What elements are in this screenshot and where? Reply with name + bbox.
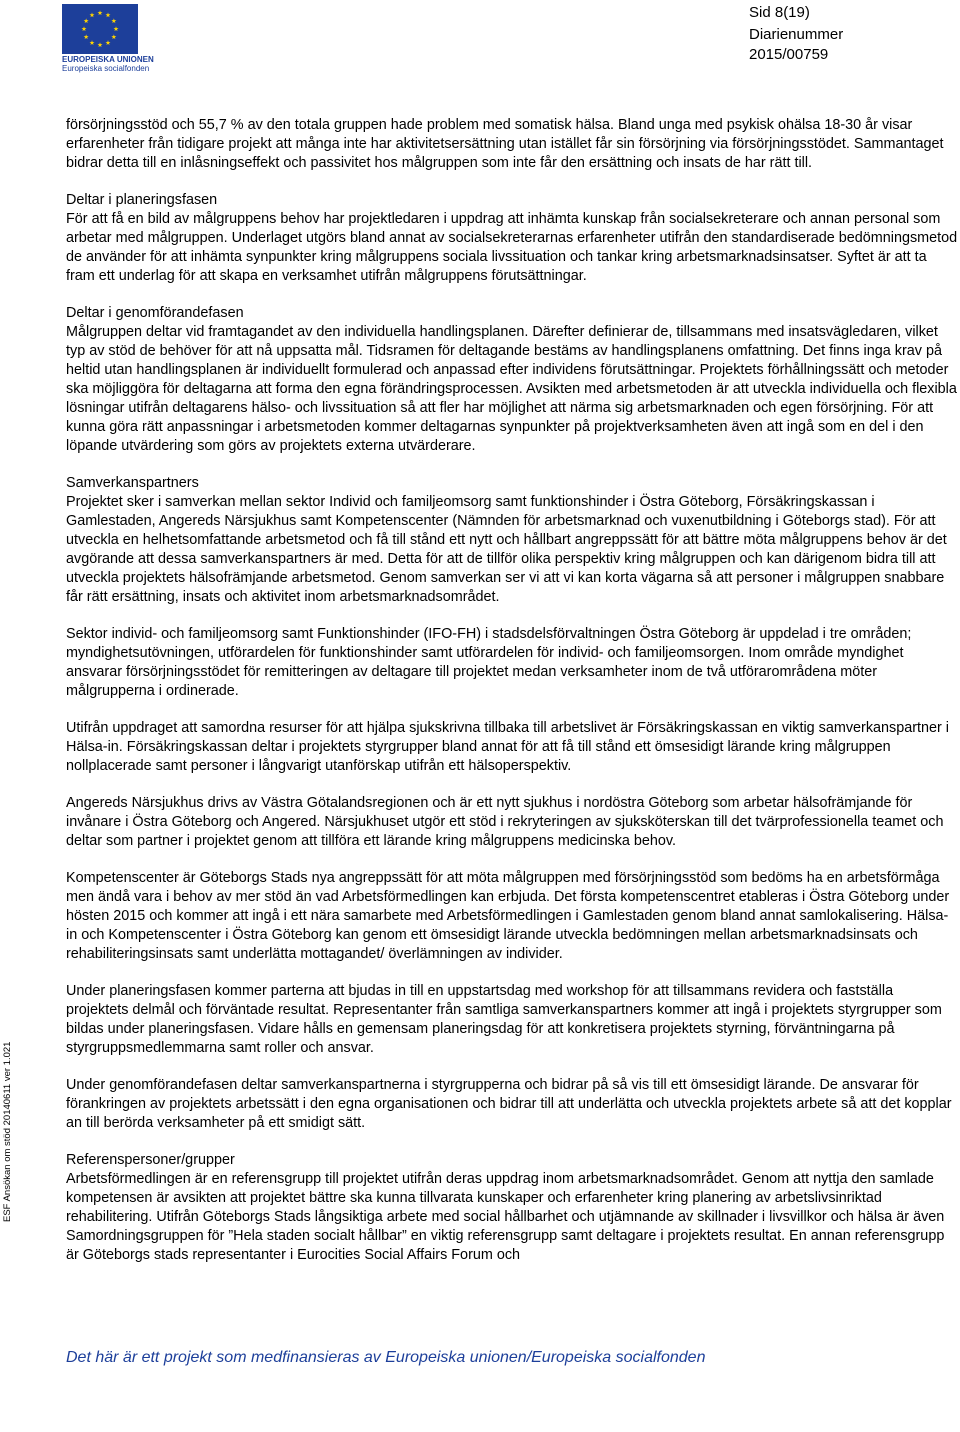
diarie-label: Diarienummer	[749, 26, 844, 43]
footer-text: Det här är ett projekt som medfinansieras av Europeiska unionen/Europeiska socialfonden	[66, 1349, 706, 1366]
paragraph: Under genomförandefasen deltar samverkanspartnerna i styrgrupperna och bidrar på så vis till ett ömsesidigt lärande. De ansvarar för förankringen av projektets arbetssätt i den egna organisationen och bidrar till att underlätta och utveckla projektets arbete så att det kopplar an till berörda verksamheter på ett smidigt sätt.	[66, 1077, 952, 1131]
paragraph: Utifrån uppdraget att samordna resurser för att hjälpa sjukskrivna tillbaka till arbetslivet är Försäkringskassan en viktig samverkanspartner i Hälsa-in. Försäkringskassan deltar i projektets styrgrupper bland annat för att få till stånd ett ömsesidigt lärande kring målgruppen nollplacerade samt personer i långvarigt utanförskap utifrån ett hälsoperspektiv.	[66, 720, 950, 774]
section-planering	[66, 191, 958, 286]
section-samverkan	[66, 474, 958, 607]
paragraph: Angereds Närsjukhus drivs av Västra Götalandsregionen och är ett nytt sjukhus i nordöstra Göteborg som arbetar hälsofrämjande för invånare i Östra Göteborg och Angered. Närsjukhuset utgör ett stöd i rekryteringen av sjuksköterskan till det tvärprofessionella teamet och deltar som partner i projektet genom att tillföra ett lärande kring målgruppens medicinska behov.	[66, 795, 944, 849]
paragraph: Kompetenscenter är Göteborgs Stads nya angreppssätt för att möta målgruppen med försörjningsstöd som bedöms ha en arbetsförmåga men ändå vara i behov av mer stöd än vad Arbetsförmedlingen kan erbjuda. Det första kompetenscentret etableras i Östra Göteborg under hösten 2015 och kommer att ingå i ett nära samarbete med Arbetsförmedlingen i Gamlestaden genom bland annat samlokalisering. Hälsa-in och Kompetenscenter i Östra Göteborg kan genom ett ömsesidigt lärande utveckla bedömningen mellan arbetsmarknadsinsats och rehabiliteringsinsats samt underlätta mottagandet/ överlämningen av individer.	[66, 870, 950, 962]
paragraph: Under planeringsfasen kommer parterna att bjudas in till en uppstartsdag med workshop för att tillsammans revidera och fastställa projektets delmål och förväntade resultat. Representanter från samtliga samverkanspartners kommer att ingå i projektets styrgrupper som bildas under planeringsfasen. Vidare hålls en gemensam planeringsdag för att konkretisera projektets styrning, förväntningarna på styrgruppsmedlemmarna samt roller och ansvar.	[66, 983, 942, 1056]
paragraph: För att få en bild av målgruppens behov har projektledaren i uppdrag att inhämta kunskap från socialsekreterare och annan personal som arbetar med målgruppen. Underlaget utgörs bland annat av socialsekreterarnas erfarenheter utifrån den standardiserade bedömningsmetod de använder för att inhämta synpunkter kring målgruppens sociala livssituation och tankar kring arbetsmarknadsinsatser. Syftet är att ta fram ett underlag för att skapa en verksamhet utifrån målgruppens förutsättningar.	[66, 211, 958, 284]
paragraph: Målgruppen deltar vid framtagandet av den individuella handlingsplanen. Därefter definierar de, tillsammans med insatsvägledaren, vilket typ av stöd de behöver för att nå uppsatta mål. Tidsramen för deltagande bestäms av handlingsplanens omfattning. Det finns inga krav på heltid utan handlingsplanen är individuellt formulerad och anpassad efter individens förutsättningar. Projektets förhållningssätt och metoder ska möjliggöra för deltagarna att forma den egna förändringsprocessen. Avsikten med arbetsmetoden är att utveckla individuella och flexibla lösningar utifrån deltagarens hälso- och livssituation så att fler har möjlighet att närma sig arbetsmarknaden och egen försörjning. För att kunna göra rätt anpassningar i arbetsmetoden kommer deltagarnas synpunkter på projektverksamheten även att ingå som en del i den löpande utvärdering som görs av projektets externa utvärderare.	[66, 324, 957, 454]
paragraph: Projektet sker i samverkan mellan sektor Individ och familjeomsorg samt funktionshinder i Östra Göteborg, Försäkringskassan i Gamlestaden, Angereds Närsjukhus samt Kompetenscenter (Nämnden för arbetsmarknad och vuxenutbildning i Göteborgs stad). För att utveckla en helhetsomfattande arbetsmetod och få till stånd ett nytt och hållbart angreppssätt för att bättre möta målgruppens behov är det avgörande att dessa samverkanspartners är med. Detta för att de tillför olika perspektiv kring målgruppen och kan därigenom bidra till att utveckla projektets hälsofrämjande arbetsmetod. Genom samverkan ser vi att vi kan korta vägarna så att personer i målgruppen snabbare får rätt ersättning, insats och aktivitet inom arbetsmarknadsområdet.	[66, 494, 947, 605]
section-heading: Referenspersoner/grupper	[66, 1152, 235, 1168]
paragraph: försörjningsstöd och 55,7 % av den totala gruppen hade problem med somatisk hälsa. Bland unga med psykisk ohälsa 18-30 år visar erfarenheter från tidigare projekt att många inte har aktivitetsersättning utan istället får sin försörjning via försörjningsstödet. Sammantaget bidrar detta till en inlåsningseffekt och passivitet hos målgruppen som inte får den ersättning och insats de har rätt till.	[66, 117, 944, 171]
section-heading: Deltar i planeringsfasen	[66, 192, 218, 208]
logo-line-2: Europeiska socialfonden	[62, 64, 150, 73]
paragraph: Sektor individ- och familjeomsorg samt Funktionshinder (IFO-FH) i stadsdelsförvaltningen Östra Göteborg är uppdelad i tre områden; myndighetsutövningen, utförardelen för funktionshinder samt utförardelen för individ- och familjeomsorgen. Inom område myndighet ansvarar försörjningsstödet för remitteringen av deltagare till projektet medan verksamheter inom de två utförarområdena möter målgrupperna i ordinerade.	[66, 626, 912, 699]
diarie-number: 2015/00759	[749, 46, 829, 63]
section-referens	[66, 1151, 958, 1265]
side-note	[0, 1041, 14, 1432]
logo-line-1: EUROPEISKA UNIONEN	[62, 55, 154, 64]
section-genomforande	[66, 304, 958, 456]
section-heading: Deltar i genomförandefasen	[66, 305, 244, 321]
page-header-info	[749, 3, 843, 65]
section-heading: Samverkanspartners	[66, 475, 199, 491]
eu-flag-icon	[62, 4, 138, 54]
side-note-text: ESF Ansökan om stöd 20140611 ver 1.021	[2, 1041, 13, 1222]
paragraph: Arbetsförmedlingen är en referensgrupp till projektet utifrån deras uppdrag inom arbetsmarknadsområdet. Genom att nyttja den samlade kompetensen är avsikten att projektet bättre ska kunna tillvarata kunskaper och erfarenheter kring planering av arbetslivsinriktad rehabilitering. Utifrån Göteborgs Stads långsiktiga arbete med social hållbarhet och utjämnande av skillnader i livsvillkor och hälsa är även Samordningsgruppen för ”Hela staden socialt hållbar” en viktig referensgrupp samt deltagare i projektets resultat. En annan referensgrupp är Göteborgs stads representanter i Eurocities Social Affairs Forum och	[66, 1171, 945, 1263]
page-number: Sid 8(19)	[749, 4, 810, 21]
document-body	[66, 116, 958, 1283]
eu-logo	[62, 4, 154, 74]
